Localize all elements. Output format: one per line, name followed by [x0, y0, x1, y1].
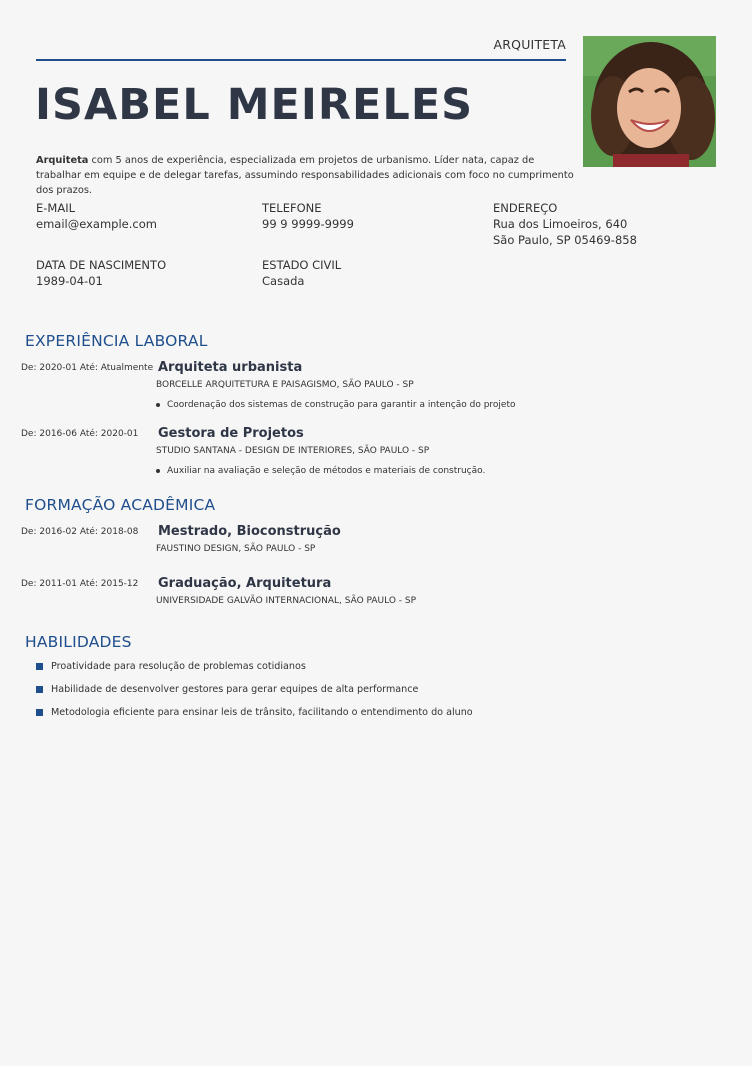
address-line2: São Paulo, SP 05469-858: [493, 233, 637, 247]
address-block: [493, 201, 637, 248]
experience-org: STUDIO SANTANA - DESIGN DE INTERIORES, SÃO PAULO - SP: [156, 446, 430, 456]
square-bullet-icon: [36, 686, 43, 693]
square-bullet-icon: [36, 663, 43, 670]
experience-dates: De: 2016-06 Até: 2020-01: [21, 429, 139, 439]
skill-text: Habilidade de desenvolver gestores para gerar equipes de alta performance: [51, 684, 419, 695]
experience-dates: De: 2020-01 Até: Atualmente: [21, 363, 154, 373]
experience-item: [21, 360, 641, 410]
experience-heading: EXPERIÊNCIA LABORAL: [25, 332, 208, 350]
profile-photo: [583, 36, 716, 167]
birth-value: 1989-04-01: [36, 274, 103, 288]
summary-lead: Arquiteta: [36, 155, 89, 166]
education-item: [21, 576, 641, 612]
birth-label: DATA DE NASCIMENTO: [36, 258, 167, 272]
experience-org: BORCELLE ARQUITETURA E PAISAGISMO, SÃO PAULO - SP: [156, 380, 414, 390]
education-title: Mestrado, Bioconstrução: [158, 524, 341, 539]
phone-value: 99 9 9999-9999: [262, 217, 354, 231]
bullet-dot-icon: [156, 469, 160, 473]
education-dates: De: 2016-02 Até: 2018-08: [21, 527, 139, 537]
experience-item: [21, 426, 641, 476]
civil-status-value: Casada: [262, 274, 305, 288]
square-bullet-icon: [36, 709, 43, 716]
education-title: Graduação, Arquitetura: [158, 576, 332, 591]
education-item: [21, 524, 641, 560]
education-dates: De: 2011-01 Até: 2015-12: [21, 579, 139, 589]
experience-bullet: [156, 400, 516, 410]
email-block: [36, 201, 157, 232]
experience-title: Arquiteta urbanista: [158, 360, 303, 375]
experience-title: Gestora de Projetos: [158, 426, 304, 441]
civil-status-block: [262, 258, 341, 289]
address-line1: Rua dos Limoeiros, 640: [493, 217, 628, 231]
skill-text: Metodologia eficiente para ensinar leis de trânsito, facilitando o entendimento do aluno: [51, 707, 473, 718]
skill-item: [36, 661, 306, 672]
job-role: ARQUITETA: [493, 37, 566, 52]
skills-heading: HABILIDADES: [25, 633, 132, 651]
bullet-dot-icon: [156, 403, 160, 407]
skill-item: [36, 707, 473, 718]
email-value: email@example.com: [36, 217, 157, 231]
education-org: UNIVERSIDADE GALVÃO INTERNACIONAL, SÃO PAULO - SP: [156, 596, 417, 606]
experience-bullet-text: Coordenação dos sistemas de construção para garantir a intenção do projeto: [167, 400, 516, 410]
summary-text: com 5 anos de experiência, especializada em projetos de urbanismo. Líder nata, capaz de trabalhar em equipe e de delegar tarefas, assumindo responsabilidades adicionais com foco no cumprimento dos prazos.: [36, 155, 574, 196]
experience-bullet-text: Auxiliar na avaliação e seleção de métodos e materiais de construção.: [167, 466, 486, 476]
phone-label: TELEFONE: [262, 201, 322, 215]
header-divider: [36, 59, 566, 61]
email-label: E-MAIL: [36, 201, 76, 215]
education-heading: FORMAÇÃO ACADÊMICA: [25, 496, 216, 514]
education-org: FAUSTINO DESIGN, SÃO PAULO - SP: [156, 544, 316, 554]
civil-status-label: ESTADO CIVIL: [262, 258, 342, 272]
experience-bullet: [156, 466, 485, 476]
candidate-name: ISABEL MEIRELES: [35, 80, 474, 130]
address-label: ENDEREÇO: [493, 201, 558, 215]
phone-block: [262, 201, 354, 232]
professional-summary: [36, 153, 576, 198]
skill-text: Proatividade para resolução de problemas cotidianos: [51, 661, 306, 672]
birth-block: [36, 258, 166, 289]
skill-item: [36, 684, 418, 695]
